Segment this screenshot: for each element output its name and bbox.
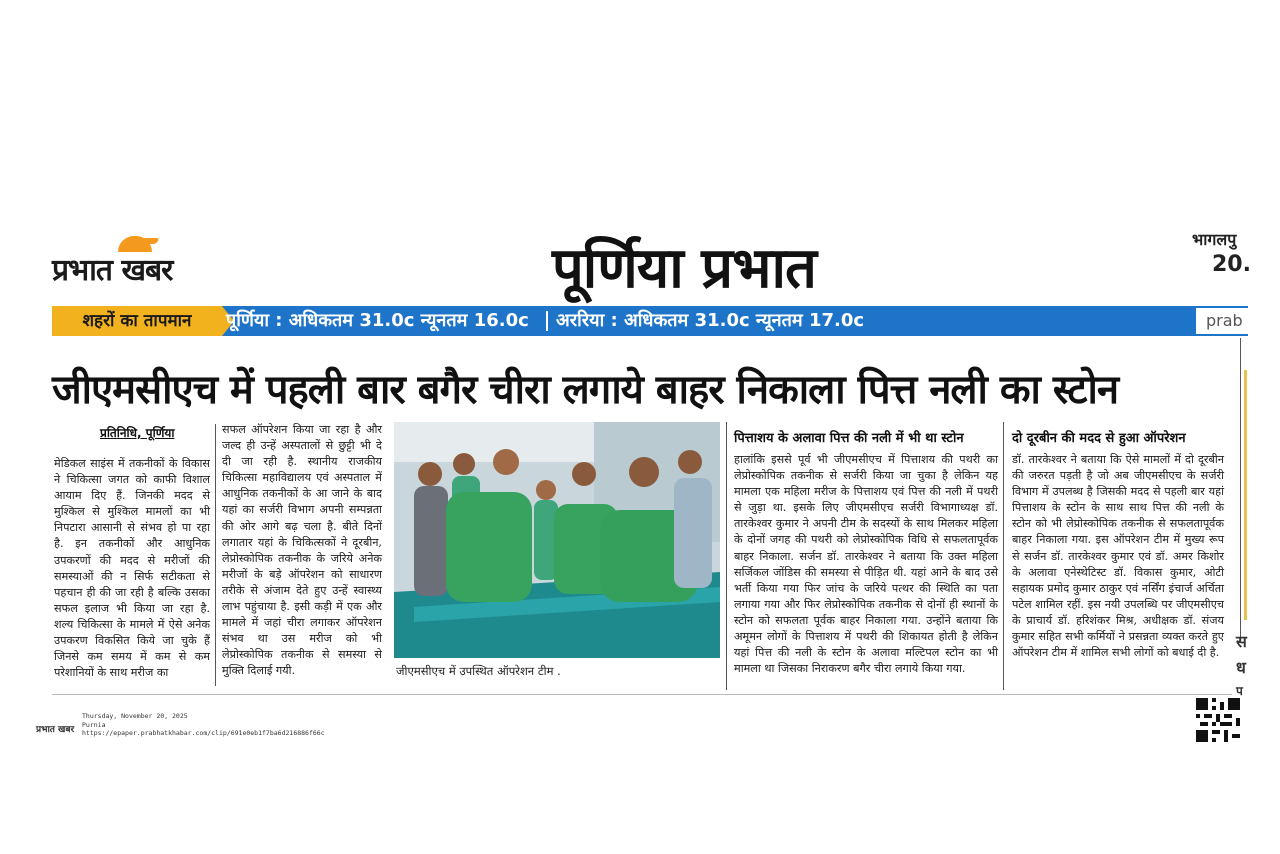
- footer-logo: प्रभात खबर: [36, 725, 75, 735]
- side-fragment-2: ध: [1236, 658, 1246, 677]
- side-fragment-1: स: [1236, 632, 1247, 651]
- article-column-2: सफल ऑपरेशन किया जा रहा है और जल्द ही उन्हें अस्पतालों से छुट्टी भी दे दी जा रही है. स्थानीय राजकीय चिकित्सा महाविद्यालय एवं अस्पताल में आधुनिक तकनीकों के आ जाने के बाद यहां का सर्जरी विभाग अपनी सम्पन्नता की ओर आगे बढ़ चला है. बीते दिनों लगातार यहां के चिकित्सकों ने दूरबीन, लेप्रोस्कोपिक तकनीक के जरिये अनेक मरीजों के बड़े ऑपरेशन को साधारण तरीके से अंजाम देते हुए उन्हें स्वास्थ्य लाभ पहुंचाया है. इसी कड़ी में एक और मामले में जहां चीरा लगाकर ऑपरेशन संभव था उस मरीज को भी लेप्रोस्कोपिक तकनीक से समस्या से मुक्ति दिलाई गयी.: [222, 423, 382, 678]
- footer-url[interactable]: https://epaper.prabhatkhabar.com/clip/691e0eb1f7ba6d216886f66c: [82, 729, 325, 737]
- article-column-1: मेडिकल साइंस में तकनीकों के विकास ने चिकित्सा जगत को काफी विशाल आयाम दिए हैं. जिनकी मदद से मुश्किल से मुश्किल मामलों का भी निपटारा आसानी से संभव हो पा रहा है. इन तकनीकों और आधुनिक उपकरणों की मदद से मरीजों की समस्याओं की न सिर्फ सटीकता से पहचान ही की जा रही है बल्कि उसका सफल इलाज भी किया जा रहा है. शल्य चिकित्सा के मामले में ऐसे अनेक उपकरण विकसित किये जा चुके हैं जिनसे कम समय में कम से कम परेशानियों के साथ मरीज का: [54, 457, 210, 680]
- article-column-3: हालांकि इससे पूर्व भी जीएमसीएच में पित्ताशय की पथरी का लेप्रोस्कोपिक तकनीक से सर्जरी किया जा चुका है लेकिन यह मामला एक महिला मरीज के पित्ताशय एवं पित्त की नली में पथरी से जुड़ा था. इसके लिए जीएमसीएच सर्जरी विभागाध्यक्ष डॉ. तारकेश्वर कुमार ने अपनी टीम के सदस्यों के साथ मिलकर महिला के दोनों जगह की पथरी को लेप्रोस्कोपिक विधि से सफलतापूर्वक बाहर निकाला. सर्जन डॉ. तारकेश्वर ने बताया कि उक्त महिला सर्जिकल जोंडिस की समस्या से पीड़ित थी. यहां आने के बाद उसे भर्ती किया गया फिर जांच के जरिये पत्थर की स्थिति का पता लगाया गया और फिर लेप्रोस्कोपिक तकनीक से दोनों ही स्थानों के स्टोन को सफलता पूर्वक बाहर निकाला गया. उन्होंने बताया कि अमूमन लोगों के पित्ताशय में पथरी की शिकायत होती है लेकिन यहां पित्त की नली के स्टोन के अलावा मल्टिपल स्टोन का भी मामला था जिसका निराकरण बगैर चीरा लगाये किया गया.: [734, 453, 998, 676]
- column-divider: [726, 422, 727, 690]
- side-fragment-3: प: [1236, 684, 1243, 698]
- photo-caption: जीएमसीएच में उपस्थित ऑपरेशन टीम .: [396, 664, 561, 678]
- footer-date: Thursday, November 20, 2025: [82, 712, 188, 720]
- article-column-4: डॉ. तारकेश्वर ने बताया कि ऐसे मामलों में दो दूरबीन की जरुरत पड़ती है जो अब जीएमसीएच के सर्जरी विभाग में उपलब्ध है जिसकी मदद से पहली बार यहां पित्ताशय के स्टोन के साथ साथ पित्त की नली के स्टोन को भी लेप्रोस्कोपिक तकनीक से सफलतापूर्वक बाहर निकाला गया. इस ऑपरेशन टीम में मुख्य रूप से सर्जन डॉ. तारकेश्वर कुमार एवं डॉ. अमर किशोर के अलावा एनेस्थेटिस्ट डॉ. विकास कुमार, ओटी सहायक प्रमोद कुमार ठाकुर एवं नर्सिंग इंचार्ज अर्चिता पटेल शामिल रहीं. इस नयी उपलब्धि पर जीएमसीएच के प्राचार्य डॉ. हरिशंकर मिश्र, अधीक्षक डॉ. संजय कुमार सहित सभी कर्मियों ने प्रसन्नता व्यक्त करते हुए ऑपरेशन टीम में शामिल सभी लोगों को बधाई दी है.: [1012, 453, 1224, 660]
- operation-team-illustration: [394, 422, 720, 658]
- site-badge: prab: [1196, 308, 1248, 334]
- edge-divider: [1240, 338, 1241, 638]
- byline: प्रतिनिधि, पूर्णिया: [100, 426, 175, 440]
- edge-color-bar: [1244, 370, 1247, 620]
- subheading-two-scopes: दो दूरबीन की मदद से हुआ ऑपरेशन: [1012, 431, 1186, 446]
- bottom-rule: [52, 694, 1232, 695]
- subheading-gallbladder: पित्ताशय के अलावा पित्त की नली में भी था स्टोन: [734, 431, 964, 446]
- article-headline: जीएमसीएच में पहली बार बगैर चीरा लगाये बाहर निकाला पित्त नली का स्टोन: [52, 367, 1119, 413]
- newspaper-logo: प्रभात खबर: [52, 253, 173, 288]
- page-title: पूर्णिया प्रभात: [552, 236, 816, 301]
- operation-team-photo: [394, 422, 720, 658]
- edition-date: 20.: [1212, 252, 1251, 277]
- edition-name: भागलपु: [1192, 230, 1237, 249]
- temperature-label: शहरों का तापमान: [52, 306, 222, 336]
- strip-divider: [546, 311, 548, 331]
- logo-bird-icon: [138, 238, 159, 244]
- araria-temperature: अररिया : अधिकतम 31.0c न्यूनतम 17.0c: [556, 310, 865, 331]
- column-divider: [1003, 422, 1004, 690]
- column-divider: [215, 424, 216, 686]
- qr-code-icon[interactable]: [1196, 698, 1240, 742]
- footer-edition: Purnia: [82, 720, 106, 729]
- purnia-temperature: पूर्णिया : अधिकतम 31.0c न्यूनतम 16.0c: [226, 310, 529, 331]
- footer-info: [82, 712, 325, 738]
